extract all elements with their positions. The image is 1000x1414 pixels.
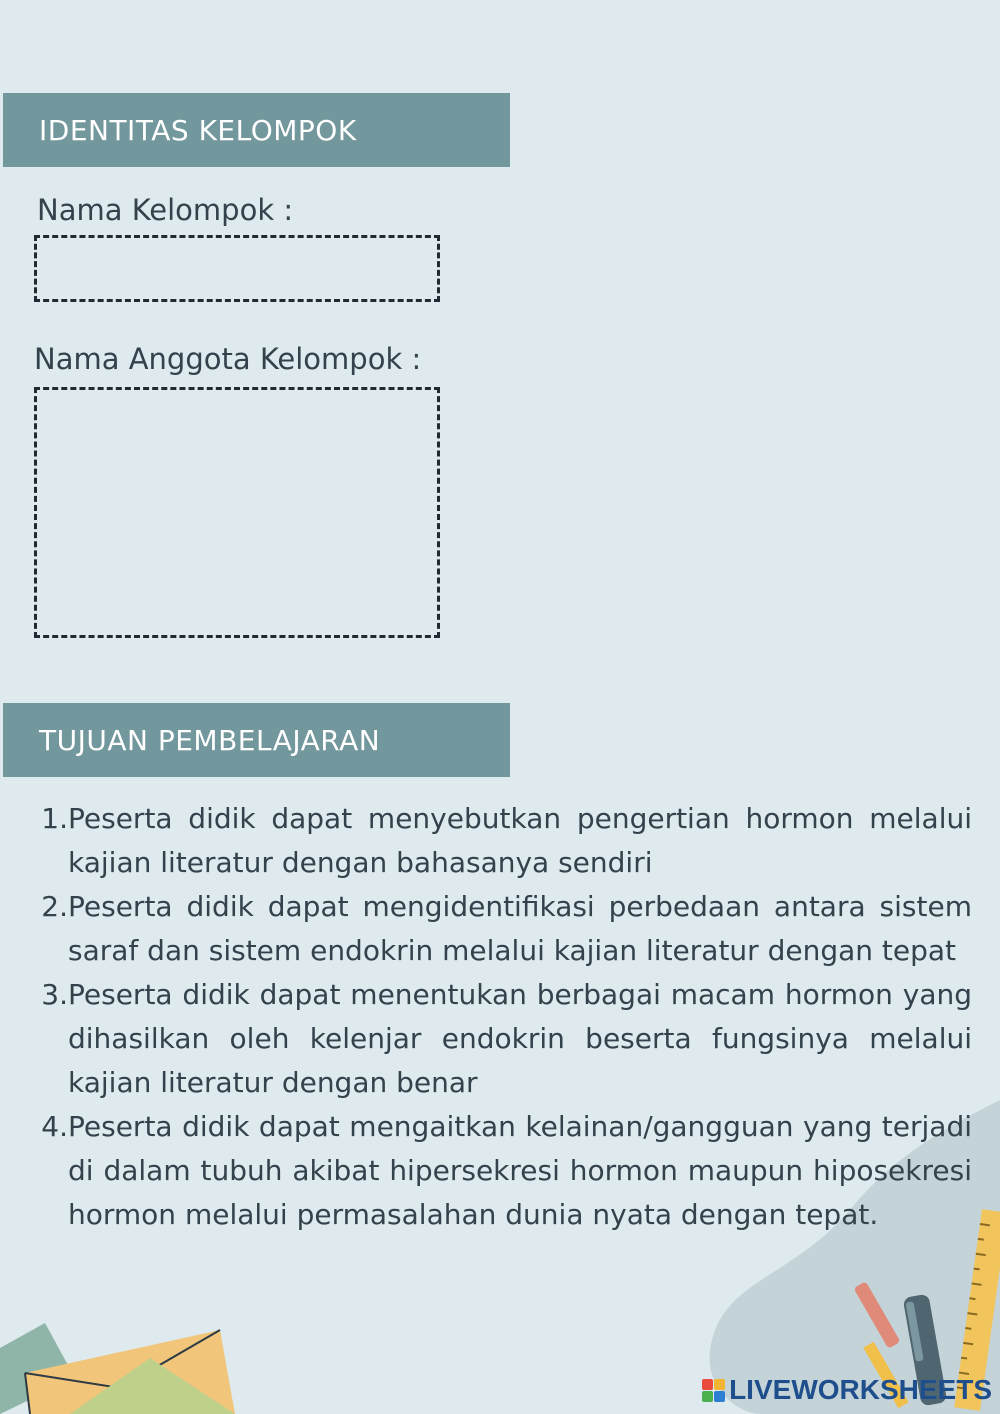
learning-goal-item (38, 1105, 972, 1237)
goal-text: Peserta didik dapat mengaitkan kelainan/gangguan yang terjadi di dalam tubuh akibat hipersekresi hormon maupun hiposekresi hormon melalui permasalahan dunia nyata dengan tepat. (68, 1110, 972, 1231)
group-name-label: Nama Kelompok : (37, 193, 294, 227)
goal-text: Peserta didik dapat menyebutkan pengertian hormon melalui kajian literatur dengan bahasanya sendiri (68, 802, 972, 879)
identity-section-heading (3, 93, 510, 167)
liveworksheets-watermark[interactable] (702, 1374, 992, 1406)
goal-number: 4. (41, 1110, 68, 1143)
goal-number: 1. (41, 802, 68, 835)
learning-goal-item (38, 797, 972, 885)
goal-number: 2. (41, 890, 68, 923)
goal-text: Peserta didik dapat mengidentifikasi perbedaan antara sistem saraf dan sistem endokrin melalui kajian literatur dengan tepat (68, 890, 972, 967)
group-members-label: Nama Anggota Kelompok : (34, 342, 422, 376)
envelope-illustration (0, 1318, 240, 1414)
identity-heading-text: IDENTITAS KELOMPOK (39, 113, 357, 147)
learning-goal-item (38, 885, 972, 973)
watermark-text: LIVEWORKSHEETS (729, 1374, 992, 1405)
group-name-input[interactable] (34, 235, 440, 302)
goal-text: Peserta didik dapat menentukan berbagai macam hormon yang dihasilkan oleh kelenjar endokrin beserta fungsinya melalui kajian literatur dengan benar (68, 978, 972, 1099)
learning-goal-item (38, 973, 972, 1105)
learning-goals-heading-text: TUJUAN PEMBELAJARAN (39, 723, 381, 757)
learning-goals-section-heading (3, 703, 510, 777)
goal-number: 3. (41, 978, 68, 1011)
learning-goals-list (38, 797, 972, 1237)
group-members-input[interactable] (34, 387, 440, 638)
liveworksheets-logo-icon (702, 1379, 725, 1402)
